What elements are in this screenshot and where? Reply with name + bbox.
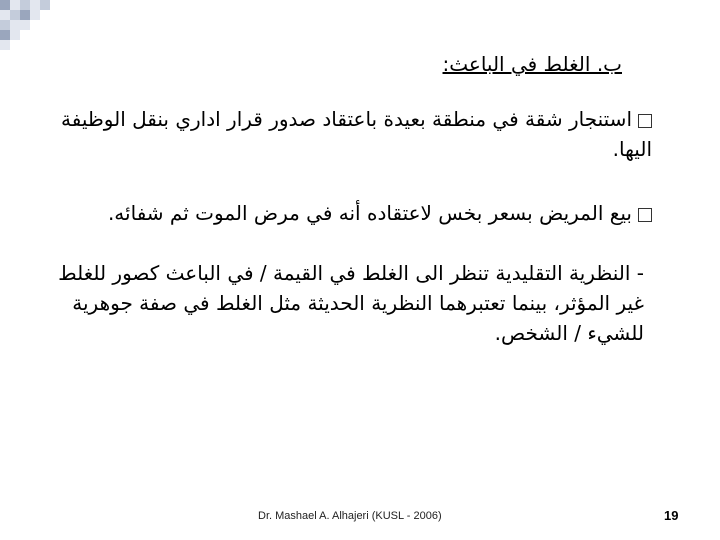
bullet-item [32,198,652,228]
theory-paragraph: - النظرية التقليدية تنظر الى الغلط في القيمة / في الباعث كصور للغلط غير المؤثر، بينما تعتبرهما النظرية الحديثة مثل الغلط في صفة جوهرية للشيء / الشخص. [58,261,644,345]
decorative-checkerboard [0,0,60,60]
bullet-item [32,104,652,164]
footer-author: Dr. Mashael A. Alhajeri (KUSL - 2006) [258,510,442,522]
checkbox-bullet-icon [638,114,652,128]
checkbox-bullet-icon [638,208,652,222]
section-heading: ب. الغلط في الباعث: [442,52,622,76]
page-number: 19 [664,508,679,523]
bullet-text: استنجار شقة في منطقة بعيدة باعتقاد صدور قرار اداري بنقل الوظيفة اليها. [61,107,652,161]
bullet-text: بيع المريض بسعر بخس لاعتقاده أنه في مرض الموت ثم شفائه. [107,201,632,225]
